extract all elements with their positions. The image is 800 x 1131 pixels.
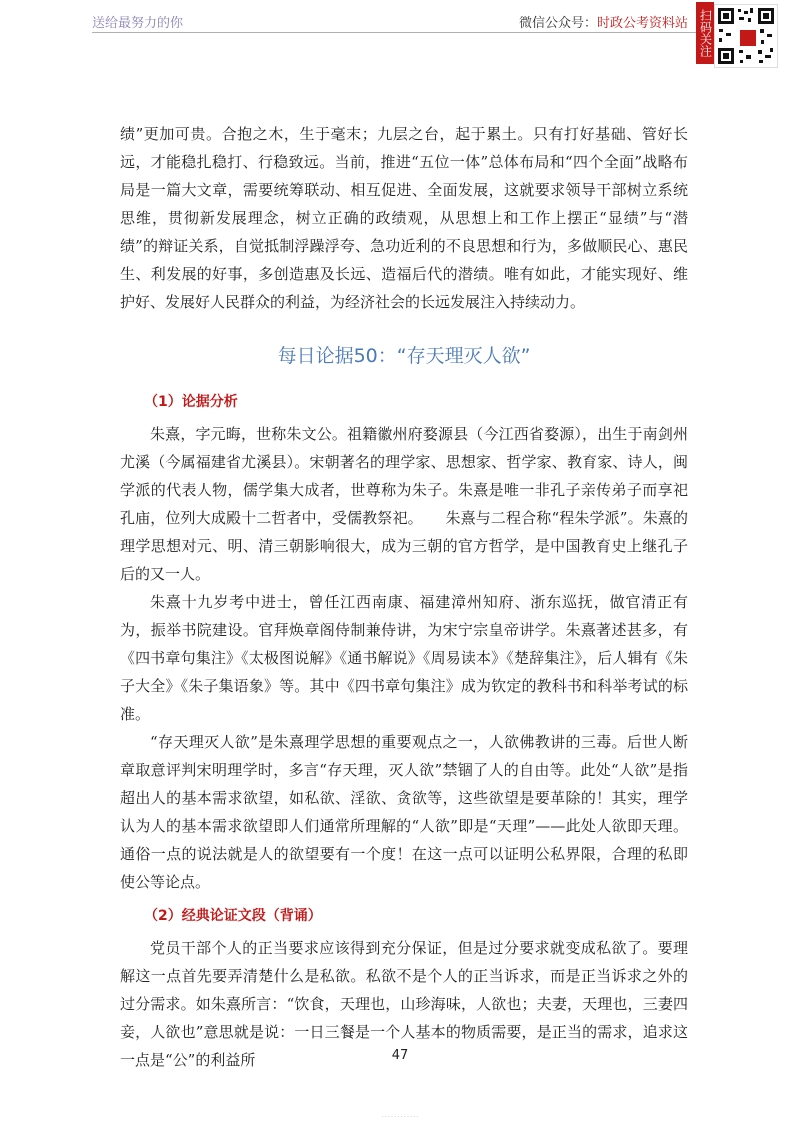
header-slogan: 送给最努力的你 bbox=[92, 16, 184, 31]
section-title: 每日论据50：“存天理灭人欲” bbox=[277, 345, 531, 367]
header-wechat-account bbox=[519, 12, 688, 31]
scan-follow-tab: 扫码关注 bbox=[696, 2, 714, 64]
sub-heading-analysis: （1）论据分析 bbox=[144, 394, 238, 410]
sub-heading-classic: （2）经典论证文段（背诵） bbox=[144, 908, 322, 924]
qr-center-badge bbox=[738, 28, 758, 48]
qr-code-icon[interactable] bbox=[714, 4, 778, 68]
paragraph-2: 朱熹十九岁考中进士，曾任江西南康、福建漳州知府、浙东巡抚，做官清正有为，振举书院建设。官拜焕章阁侍制兼侍讲，为宋宁宗皇帝讲学。朱熹著述甚多，有《四书章句集注》《太极图说解》《通书解说》《周易读本》《楚辞集注》，后人辑有《朱子大全》《朱子集语象》等。其中《四书章句集注》成为钦定的教科书和科举考试的标准。 bbox=[120, 593, 688, 723]
paragraph-continued: 绩”更加可贵。合抱之木，生于毫末；九层之台，起于累土。只有打好基础、管好长远，才能稳扎稳打、行稳致远。当前，推进“五位一体”总体布局和“四个全面”战略布局是一篇大文章，需要统筹联动、相互促进、全面发展，这就要求领导干部树立系统思维，贯彻新发展理念，树立正确的政绩观，从思想上和工作上摆正“显绩”与“潜绩”的辩证关系，自觉抵制浮躁浮夸、急功近利的不良思想和行为，多做顺民心、惠民生、利发展的好事，多创造惠及长远、造福后代的潜绩。唯有如此，才能实现好、维护好、发展好人民群众的利益，为经济社会的长远发展注入持续动力。 bbox=[120, 125, 688, 311]
footer-watermark: · · · · · · · · · · · · bbox=[381, 1114, 419, 1120]
paragraph-1: 朱熹，字元晦，世称朱文公。祖籍徽州府婺源县（今江西省婺源），出生于南剑州尤溪（今属福建省尤溪县）。宋朝著名的理学家、思想家、哲学家、教育家、诗人，闽学派的代表人物，儒学集大成者，世尊称为朱子。朱熹是唯一非孔子亲传弟子而享祀孔庙，位列大成殿十二哲者中，受儒教祭祀。 朱熹与二程合称“程朱学派”。朱熹的理学思想对元、明、清三朝影响很大，成为三朝的官方哲学，是中国教育史上继孔子后的又一人。 bbox=[120, 425, 688, 583]
paragraph-4: 党员干部个人的正当要求应该得到充分保证，但是过分要求就变成私欲了。要理解这一点首先要弄清楚什么是私欲。私欲不是个人的正当诉求，而是正当诉求之外的过分需求。如朱熹所言：“饮食，天理也，山珍海味，人欲也；夫妻，天理也，三妻四妾，人欲也”意思就是说：一日三餐是一个人基本的物质需要，是正当的需求，追求这一点是“公”的利益所 bbox=[120, 939, 688, 1069]
document-body bbox=[120, 120, 688, 1074]
page-number: 47 bbox=[391, 1048, 409, 1063]
header-wechat-site: 时政公考资料站 bbox=[596, 16, 688, 31]
header-wechat-label: 微信公众号： bbox=[518, 16, 597, 31]
paragraph-3: “存天理灭人欲”是朱熹理学思想的重要观点之一，人欲佛教讲的三毒。后世人断章取意评判宋明理学时，多言“存天理，灭人欲”禁锢了人的自由等。此处“人欲”是指超出人的基本需求欲望，如私欲、淫欲、贪欲等，这些欲望是要革除的！其实，理学认为人的基本需求欲望即人们通常所理解的“人欲”即是“天理”——此处人欲即天理。通俗一点的说法就是人的欲望要有一个度！在这一点可以证明公私界限，合理的私即使公等论点。 bbox=[120, 733, 688, 891]
header-divider bbox=[92, 32, 702, 33]
